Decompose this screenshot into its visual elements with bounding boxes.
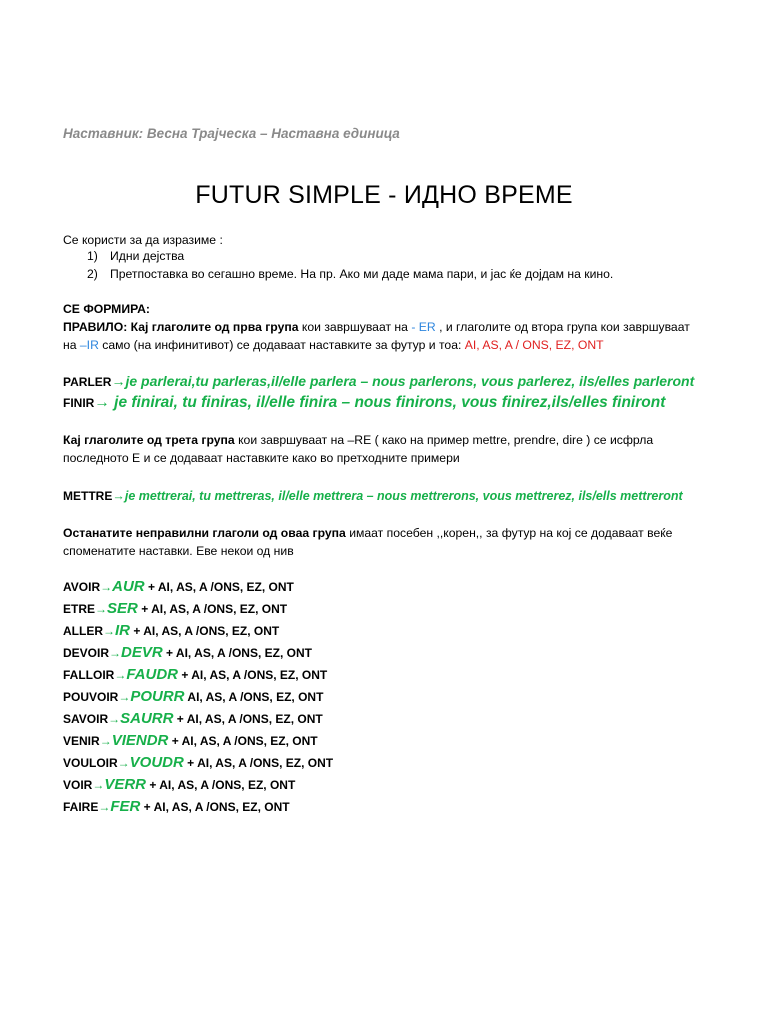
arrow-icon: → <box>114 668 127 682</box>
rule-group1: Кај глаголите од прва група <box>127 320 299 334</box>
verb-label: FALLOIR <box>63 668 115 682</box>
endings: + AI, AS, A /ONS, EZ, ONT <box>144 580 294 594</box>
list-item <box>63 776 295 793</box>
list-item <box>87 249 184 263</box>
verb-label: DEVOIR <box>63 646 110 660</box>
endings: + AI, AS, A /ONS, EZ, ONT <box>162 646 312 660</box>
verb-label: FINIR <box>63 396 95 410</box>
arrow-icon: → <box>95 602 108 616</box>
arrow-icon: → <box>100 580 113 594</box>
third-group-line-1 <box>63 431 653 449</box>
example-parler <box>63 373 694 391</box>
page-header: Наставник: Весна Трајческа – Наставна единица <box>63 126 400 141</box>
formation-heading: СЕ ФОРМИРА: <box>63 302 150 316</box>
verb-label: POUVOIR <box>63 690 119 704</box>
endings: + AI, AS, A /ONS, EZ, ONT <box>140 800 290 814</box>
rule-er-ending: - ER <box>411 320 436 334</box>
endings: + AI, AS, A /ONS, EZ, ONT <box>178 668 328 682</box>
future-stem: POURR <box>130 688 185 705</box>
endings: AI, AS, A /ONS, EZ, ONT <box>184 690 324 704</box>
rule-text: , и глаголите од втора група кои завршуваат <box>435 320 690 334</box>
intro-text: Се користи за да изразиме : <box>63 233 223 247</box>
list-text: Идни дејства <box>110 249 185 263</box>
future-stem: VOUDR <box>129 754 184 771</box>
arrow-icon: → <box>111 373 126 389</box>
future-stem: FER <box>110 798 141 815</box>
future-stem: IR <box>115 622 130 639</box>
arrow-icon: → <box>99 734 112 748</box>
endings: + AI, AS, A /ONS, EZ, ONT <box>168 734 318 748</box>
verb-label: VOULOIR <box>63 756 118 770</box>
arrow-icon: → <box>98 800 111 814</box>
list-item <box>63 754 333 771</box>
future-stem: FAUDR <box>126 666 178 683</box>
verb-label: AVOIR <box>63 580 101 594</box>
rule-ir-ending: –IR <box>79 338 99 352</box>
example-finir <box>63 394 665 412</box>
example-mettre <box>63 487 683 505</box>
rule-line-1 <box>63 318 690 336</box>
arrow-icon: → <box>92 778 105 792</box>
endings: + AI, AS, A /ONS, EZ, ONT <box>146 778 296 792</box>
future-stem: VIENDR <box>111 732 169 749</box>
list-number: 2) <box>87 267 98 281</box>
list-item <box>63 798 290 815</box>
rule-text: само (на инфинитивот) се додаваат наставките за футур и тоа: <box>98 338 465 352</box>
verb-label: VOIR <box>63 778 93 792</box>
arrow-icon: → <box>118 690 131 704</box>
list-text: Претпоставка во сегашно време. На пр. Ако ми даде мама пари, и јас ќе дојдам на кино. <box>110 267 614 281</box>
conjugation: je parlerai,tu parleras,il/elle parlera – nous parlerons, vous parlerez, ils/elles parleront <box>125 373 695 389</box>
future-stem: AUR <box>112 578 145 595</box>
list-item <box>63 688 323 705</box>
verb-label: PARLER <box>63 375 112 389</box>
future-stem: DEVR <box>121 644 163 661</box>
verb-label: VENIR <box>63 734 100 748</box>
arrow-icon: → <box>117 756 130 770</box>
future-stem: SER <box>107 600 138 617</box>
arrow-icon: → <box>108 712 121 726</box>
third-group-bold: Кај глаголите од трета група <box>63 433 235 447</box>
endings: + AI, AS, A /ONS, EZ, ONT <box>137 602 288 616</box>
list-item <box>87 267 613 281</box>
third-group-text: кои завршуваат на –RE ( како на пример mettre, prendre, dire ) се исфрла <box>234 433 654 447</box>
list-number: 1) <box>87 249 98 263</box>
future-stem: VERR <box>104 776 147 793</box>
endings: + AI, AS, A /ONS, EZ, ONT <box>130 624 280 638</box>
third-group-line-2: последното Е и се додаваат наставките како во претходните примери <box>63 451 460 465</box>
endings: + AI, AS, A /ONS, EZ, ONT <box>173 712 323 726</box>
verb-label: SAVOIR <box>63 712 109 726</box>
future-stem: SAURR <box>120 710 174 727</box>
list-item <box>63 600 287 617</box>
endings: + AI, AS, A /ONS, EZ, ONT <box>183 756 334 770</box>
arrow-icon: → <box>94 394 110 411</box>
rule-endings: AI, AS, A / ONS, EZ, ONT <box>464 338 604 352</box>
arrow-icon: → <box>103 624 115 638</box>
conjugation: je finirai, tu finiras, il/elle finira – nous finirons, vous finirez,ils/elles finiront <box>109 394 666 411</box>
verb-label: ETRE <box>63 602 96 616</box>
conjugation: je mettrerai, tu mettreras, il/elle mettrera – nous mettrerons, vous mettrerez, ils/ells mettreront <box>124 489 683 503</box>
rule-text: на <box>63 338 80 352</box>
list-item <box>63 622 279 639</box>
irregular-line-1 <box>63 524 672 542</box>
rule-label: ПРАВИЛО: <box>63 320 128 334</box>
rule-text: кои завршуваат на <box>298 320 412 334</box>
irregular-text: имаат посебен ,,корен,, за футур на кој се додаваат веќе <box>345 526 673 540</box>
verb-label: METTRE <box>63 489 113 503</box>
irregular-line-2: споменатите наставки. Еве некои од нив <box>63 544 294 558</box>
page-title: FUTUR SIMPLE - ИДНО ВРЕМЕ <box>195 181 573 209</box>
list-item <box>63 710 323 727</box>
list-item <box>63 732 318 749</box>
arrow-icon: → <box>109 646 122 660</box>
arrow-icon: → <box>112 489 125 503</box>
list-item <box>63 578 294 595</box>
list-item <box>63 644 312 661</box>
list-item <box>63 666 327 683</box>
verb-label: ALLER <box>63 624 103 638</box>
rule-line-2 <box>63 336 604 354</box>
irregular-bold: Останатите неправилни глаголи од оваа група <box>63 526 346 540</box>
verb-label: FAIRE <box>63 800 99 814</box>
